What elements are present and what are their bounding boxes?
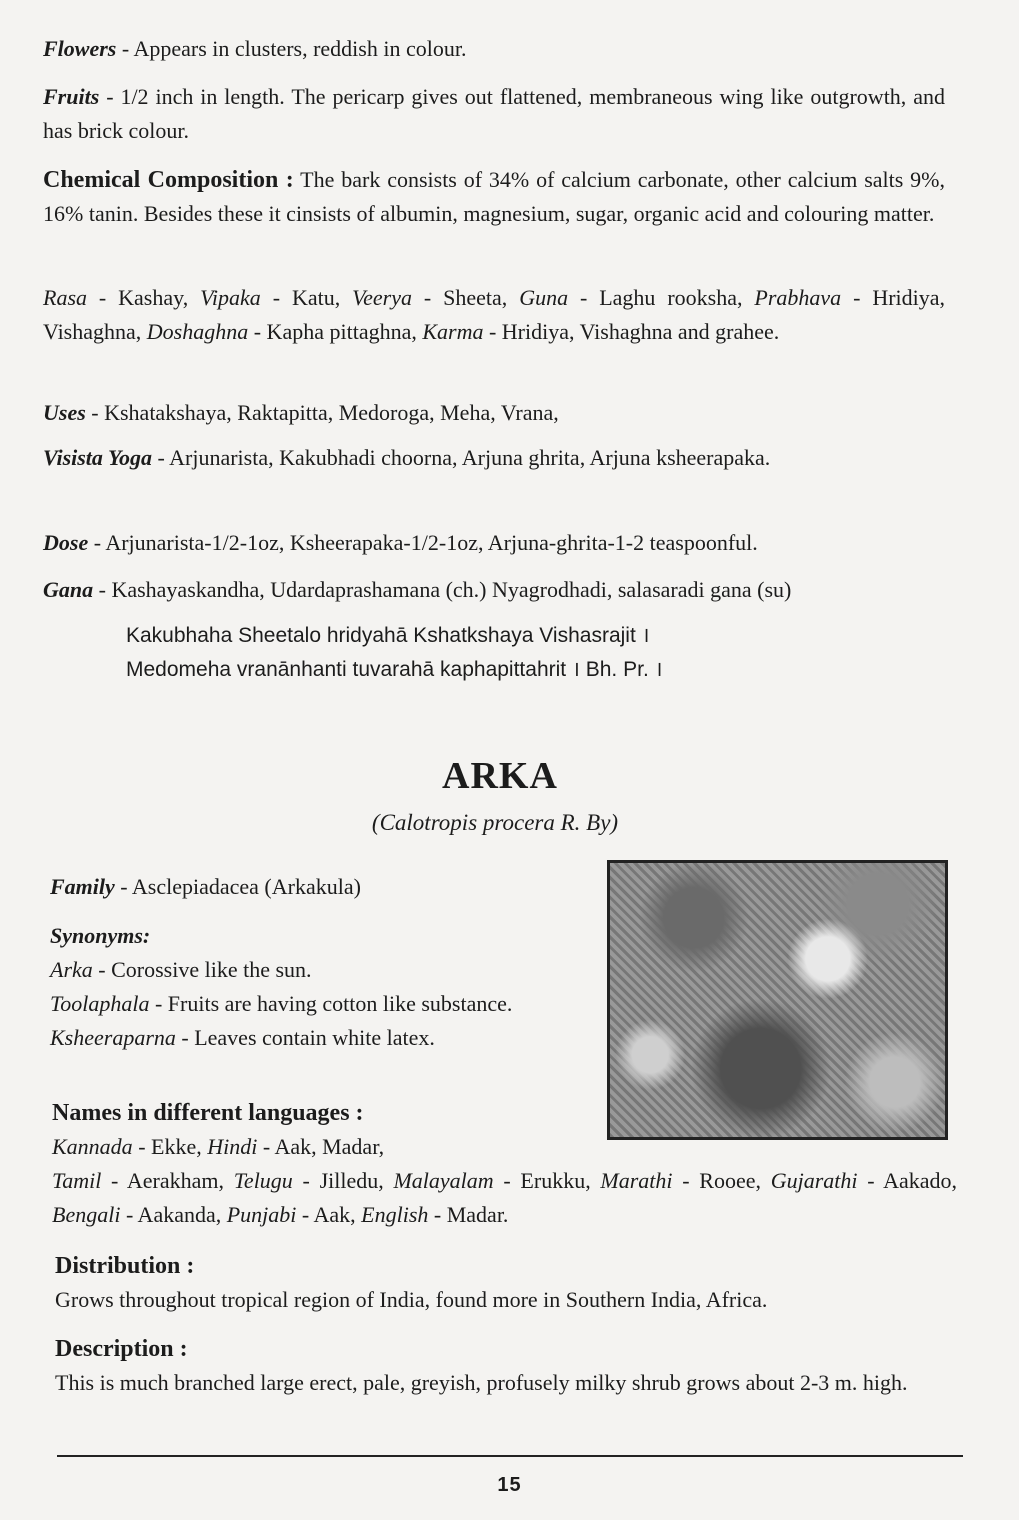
synonym-arka-term: Arka [50, 957, 93, 982]
karma-value: - Hridiya, Vishaghna and grahee. [483, 319, 780, 344]
guna-value: - Laghu rooksha, [568, 285, 755, 310]
rasa-value: - Kashay, [87, 285, 201, 310]
fruits-paragraph [43, 80, 945, 148]
family-term: Family [50, 874, 115, 899]
flowers-paragraph [43, 32, 945, 66]
uses-text: - Kshatakshaya, Raktapitta, Medoroga, Meha, Vrana, [85, 400, 559, 425]
veerya-value: - Sheeta, [411, 285, 520, 310]
kannada-text: - Ekke, [132, 1134, 208, 1159]
footer-divider [57, 1455, 963, 1457]
fruits-term: Fruits [43, 84, 100, 109]
bengali-term: Bengali [52, 1202, 121, 1227]
dose-paragraph [43, 526, 945, 560]
hindi-term: Hindi [207, 1134, 258, 1159]
visista-yoga-term: Visista Yoga [43, 445, 153, 470]
uses-paragraph [43, 396, 945, 430]
synonym-ksheeraparna-text: - Leaves contain white latex. [175, 1025, 435, 1050]
veerya-term: Veerya [352, 285, 412, 310]
synonym-ksheeraparna [50, 1021, 590, 1055]
family-paragraph [50, 870, 590, 904]
rasa-paragraph [43, 281, 945, 349]
synonym-ksheeraparna-term: Ksheeraparna [50, 1025, 176, 1050]
visista-yoga-paragraph [43, 441, 945, 475]
english-text: - Madar. [428, 1202, 509, 1227]
prabhava-term: Prabhava [754, 285, 842, 310]
tamil-text: - Aerakham, [101, 1168, 234, 1193]
distribution-block [55, 1249, 960, 1317]
prabhava-value: - Hridiya, Vishaghna, [43, 285, 946, 344]
synonym-arka-text: - Corossive like the sun. [92, 957, 312, 982]
chemical-composition-paragraph [43, 163, 945, 231]
telugu-text: - Jilledu, [292, 1168, 394, 1193]
punjabi-term: Punjabi [226, 1202, 297, 1227]
doshaghna-value: - Kapha pittaghna, [248, 319, 423, 344]
gujarathi-text: - Aakado, [857, 1168, 957, 1193]
description-block [55, 1332, 960, 1400]
karma-term: Karma [422, 319, 484, 344]
description-heading: Description : [55, 1336, 188, 1362]
synonym-toolaphala [50, 987, 550, 1021]
synonym-toolaphala-term: Toolaphala [50, 991, 150, 1016]
section-title: ARKA [442, 755, 558, 797]
rasa-term: Rasa [43, 285, 87, 310]
dose-text: - Arjunarista-1/2-1oz, Ksheerapaka-1/2-1oz, Arjuna-ghrita-1-2 teaspoonful. [88, 530, 758, 555]
bengali-text: - Aakanda, [120, 1202, 227, 1227]
english-term: English [361, 1202, 429, 1227]
verse-line-1: Kakubhaha Sheetalo hridyahā Kshatkshaya Vishasrajit । [126, 624, 650, 647]
gana-text: - Kashayaskandha, Udardaprashamana (ch.) Nyagrodhadi, salasaradi gana (su) [93, 577, 792, 602]
vipaka-value: - Katu, [260, 285, 353, 310]
vipaka-term: Vipaka [200, 285, 261, 310]
botanical-name: (Calotropis procera R. By) [371, 810, 619, 835]
languages-line-2 [52, 1168, 957, 1227]
verse-line-2: Medomeha vranānhanti tuvarahā kaphapittahrit । Bh. Pr. । [126, 658, 663, 681]
doshaghna-term: Doshaghna [146, 319, 249, 344]
chemical-composition-text: The bark consists of 34% of calcium carbonate, other calcium salts 9%, 16% tanin. Besides these it cinsists of albumin, magnesium, sugar, organic acid and colouring matter. [43, 167, 945, 226]
uses-term: Uses [43, 400, 86, 425]
distribution-text: Grows throughout tropical region of India, found more in Southern India, Africa. [55, 1287, 768, 1312]
flowers-term: Flowers [43, 36, 117, 61]
languages-heading: Names in different languages : [52, 1100, 364, 1126]
punjabi-text: - Aak, [296, 1202, 362, 1227]
languages-line-1 [52, 1130, 957, 1164]
marathi-term: Marathi [600, 1168, 673, 1193]
synonym-toolaphala-text: - Fruits are having cotton like substance. [149, 991, 513, 1016]
distribution-heading: Distribution : [55, 1253, 195, 1279]
gujarathi-term: Gujarathi [770, 1168, 858, 1193]
description-text: This is much branched large erect, pale, greyish, profusely milky shrub grows about 2-3 m. high. [55, 1370, 908, 1395]
flowers-text: - Appears in clusters, reddish in colour. [116, 36, 467, 61]
synonym-arka [50, 953, 590, 987]
synonyms-heading: Synonyms: [50, 923, 151, 948]
synonyms-block [50, 919, 590, 1055]
sanskrit-verse [126, 619, 926, 687]
visista-yoga-text: - Arjunarista, Kakubhadi choorna, Arjuna ghrita, Arjuna ksheerapaka. [152, 445, 771, 470]
gana-term: Gana [43, 577, 94, 602]
kannada-term: Kannada [52, 1134, 133, 1159]
chemical-composition-heading: Chemical Composition : [43, 167, 294, 193]
marathi-text: - Rooee, [672, 1168, 762, 1193]
dose-term: Dose [43, 530, 89, 555]
malayalam-term: Malayalam [393, 1168, 494, 1193]
page-number: 15 [497, 1474, 522, 1496]
languages-block [52, 1096, 957, 1232]
fruits-text: - 1/2 inch in length. The pericarp gives out flattened, membraneous wing like outgrowth, and has brick colour. [43, 84, 945, 143]
tamil-term: Tamil [52, 1168, 102, 1193]
gana-paragraph [43, 573, 945, 607]
family-text: - Asclepiadacea (Arkakula) [114, 874, 361, 899]
guna-term: Guna [519, 285, 569, 310]
hindi-text: - Aak, Madar, [257, 1134, 385, 1159]
telugu-term: Telugu [233, 1168, 293, 1193]
malayalam-text: - Erukku, [493, 1168, 601, 1193]
